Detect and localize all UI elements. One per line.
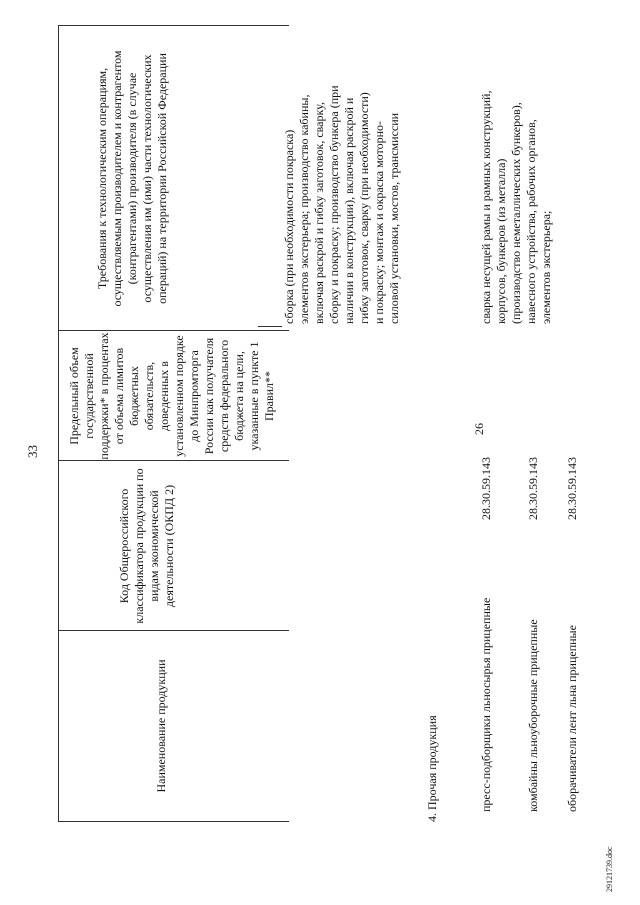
header-okpd-code: Код Общероссийского классификатора продукции по видам экономической деятельности (ОКПД 2) [117,468,176,624]
row-3-code: 28.30.59.143 [565,457,579,520]
header-product-name: Наименование продукции [154,659,168,793]
header-requirements: Требования к технологическим операциям, осуществляемым производителем и контрагентом (контрагентами) производителя (в случае осуществления им (ими) части технологических операций) на территории Российской Федерации [95,50,169,307]
inner-page-number: 26 [472,423,486,435]
section-title: 4. Прочая продукция [425,715,439,822]
page-number: 33 [25,445,40,458]
document-id: 29121739.doc [605,846,614,892]
row-1-requirements: сварка несущей рамы и рамных конструкций, корпусов, бункеров (из металла) (производство неметаллических бункеров), навесного устройства, рабочих органов, элементов экстерьера; [479,90,553,324]
row-1-name: пресс-подборщики льносырья прицепные [479,597,493,812]
document-page [20,12,620,892]
row-2-name: комбайны льноуборочные прицепные [526,619,540,812]
header-support-share: Предельный объем государственной поддержки* в процентах от объема лимитов бюджетных обязательств, доведенных в установленном порядке до Минпромторга России как получателя средств федерального бюджета на цели, указанные в пункте 1 Правил** [67,332,276,460]
row-1-code: 28.30.59.143 [479,457,493,520]
products-table [58,25,289,822]
column-divider [258,326,282,327]
row-2-code: 28.30.59.143 [526,457,540,520]
row-3-name: оборачиватели лент льна прицепные [565,625,579,812]
continued-requirements: сборка (при необходимости покраска) элементов экстерьера; производство кабины, включая раскрой и гибку заготовок, сварку, сборку и покраску; производство бункера (при наличии в конструкции), включая раскрой и гибку заготовок, сварку (при необходимости) и покраску; монтаж и окраска моторно-силовой установки, мостов, трансмиссии [282,85,401,324]
